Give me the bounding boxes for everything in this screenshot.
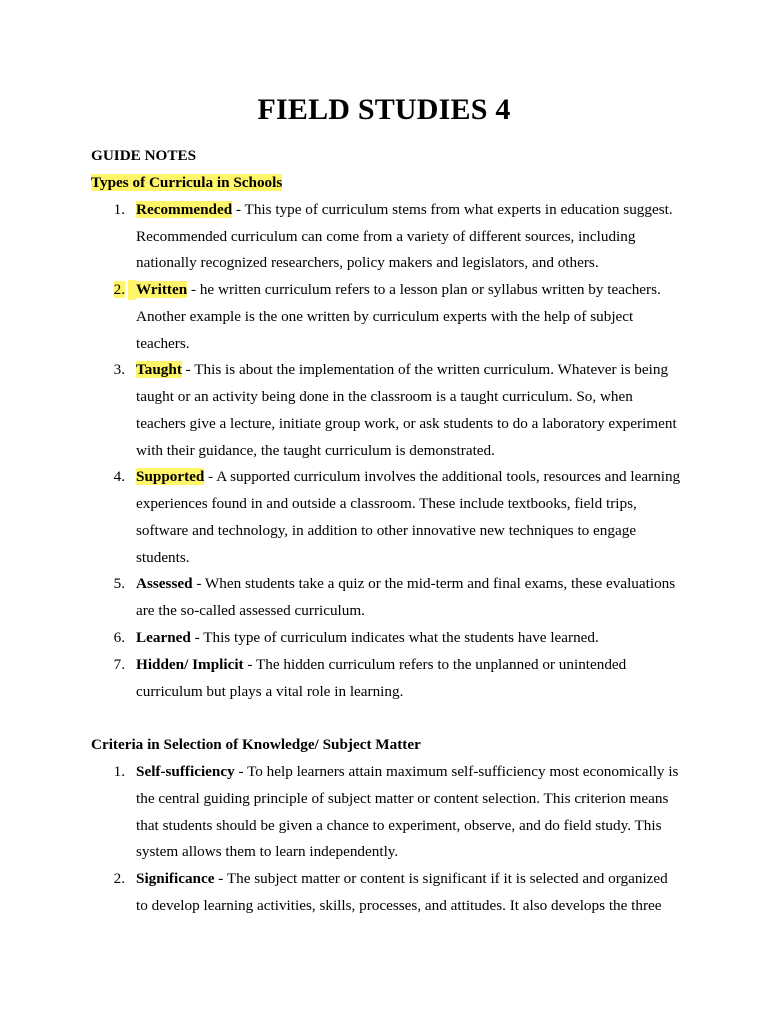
list-item xyxy=(136,467,680,487)
list-item-text: - To help learners attain maximum self-sufficiency most economically is xyxy=(234,763,679,780)
list-number: 7. xyxy=(113,656,125,673)
list-item xyxy=(136,762,678,782)
list-item-line: that students should be given a chance to experiment, observe, and do field study. This xyxy=(136,817,662,834)
list-number: 6. xyxy=(113,629,125,646)
list-item-term: Recommended xyxy=(136,201,233,218)
list-item-term: Hidden/ Implicit xyxy=(136,656,244,673)
list-item-term: Learned xyxy=(136,629,191,646)
list-item-line: software and technology, in addition to other innovative new techniques to engage xyxy=(136,522,637,539)
list-item-term: Assessed xyxy=(136,575,193,592)
list-item-term: Supported xyxy=(136,468,205,485)
list-number: 4. xyxy=(113,468,125,485)
list-item-line: to develop learning activities, skills, processes, and attitudes. It also develops the three xyxy=(136,897,662,914)
section-label: GUIDE NOTES xyxy=(91,147,197,164)
list-item-text: - The subject matter or content is significant if it is selected and organized xyxy=(214,870,668,887)
list-number: 3. xyxy=(113,361,125,378)
list-number: 2. xyxy=(113,870,125,887)
types-heading xyxy=(91,173,282,193)
list-item xyxy=(136,655,626,675)
list-item-line: students. xyxy=(136,549,190,566)
list-item-line: system allows them to learn independently. xyxy=(136,843,399,860)
list-item-text: - This type of curriculum indicates what the students have learned. xyxy=(190,629,599,646)
list-item-line: teachers. xyxy=(136,335,190,352)
list-item xyxy=(136,628,599,648)
criteria-heading: Criteria in Selection of Knowledge/ Subject Matter xyxy=(91,736,421,753)
list-item-text: - This is about the implementation of the written curriculum. Whatever is being xyxy=(181,361,669,378)
list-item xyxy=(136,200,673,220)
list-item xyxy=(136,574,675,594)
list-item-term: Self-sufficiency xyxy=(136,763,235,780)
list-item xyxy=(128,280,661,300)
list-item-term: Significance xyxy=(136,870,215,887)
list-item-line: experiences found in and outside a classroom. These include textbooks, field trips, xyxy=(136,495,637,512)
list-item-text: - When students take a quiz or the mid-term and final exams, these evaluations xyxy=(192,575,676,592)
list-item-term: Taught xyxy=(136,361,182,378)
list-item-line: with their guidance, the taught curriculum is demonstrated. xyxy=(136,442,495,459)
list-number: 1. xyxy=(113,763,125,780)
list-item-line: teachers give a lecture, initiate group work, or ask students to do a laboratory experiment xyxy=(136,415,677,432)
list-item-line: curriculum but plays a vital role in learning. xyxy=(136,683,404,700)
list-item xyxy=(136,360,668,380)
list-item-line: Recommended curriculum can come from a variety of different sources, including xyxy=(136,228,636,245)
list-item-term: Written xyxy=(136,281,188,298)
list-item-text: - he written curriculum refers to a lesson plan or syllabus written by teachers. xyxy=(187,281,661,298)
list-item-line: taught or an activity being done in the classroom is a taught curriculum. So, when xyxy=(136,388,633,405)
list-item-text: - The hidden curriculum refers to the unplanned or unintended xyxy=(243,656,627,673)
list-item-line: Another example is the one written by curriculum experts with the help of subject xyxy=(136,308,634,325)
list-item-line: the central guiding principle of subject matter or content selection. This criterion means xyxy=(136,790,669,807)
list-number: 1. xyxy=(113,201,125,218)
list-item-text: - A supported curriculum involves the additional tools, resources and learning xyxy=(204,468,681,485)
list-item-line: nationally recognized researchers, policy makers and legislators, and others. xyxy=(136,254,599,271)
list-item-line: are the so-called assessed curriculum. xyxy=(136,602,365,619)
list-item-text: - This type of curriculum stems from what experts in education suggest. xyxy=(232,201,673,218)
list-number: 5. xyxy=(113,575,125,592)
document-title: FIELD STUDIES 4 xyxy=(257,93,511,126)
list-item xyxy=(136,869,668,889)
list-number: 2. xyxy=(113,281,125,298)
types-heading-text: Types of Curricula in Schools xyxy=(91,174,283,191)
